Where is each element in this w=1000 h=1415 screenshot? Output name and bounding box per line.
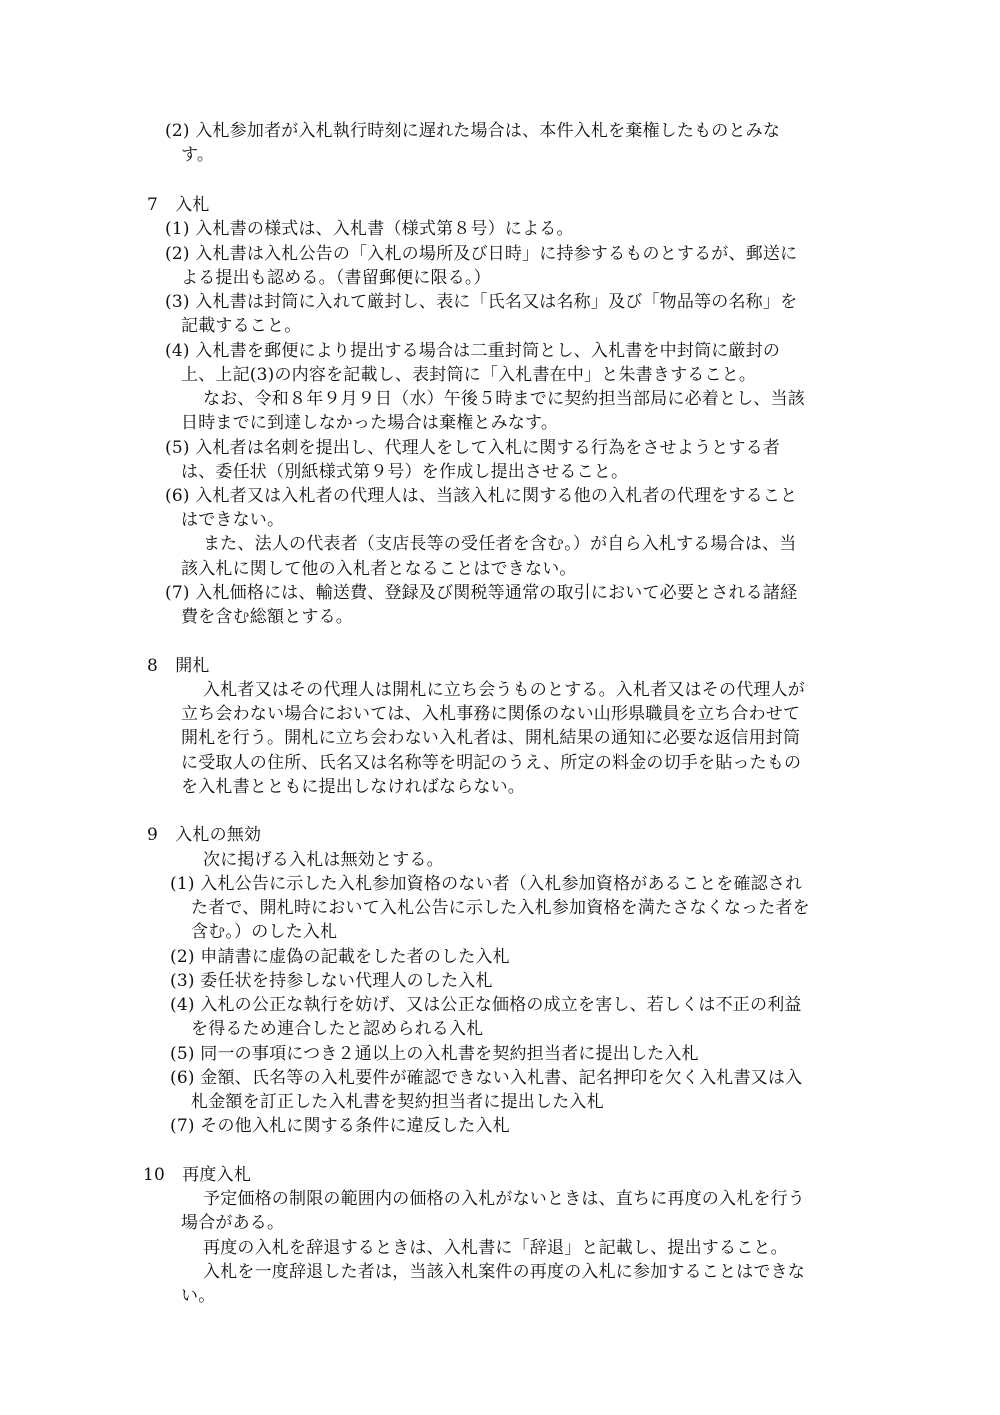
sec8-heading: 8 開札 <box>147 656 210 676</box>
sec9-heading: 9 入札の無効 <box>147 825 262 845</box>
sec8-body-line3: 開札を行う。開札に立ち会わない入札者は、開札結果の通知に必要な返信用封筒 <box>181 728 801 748</box>
sec10-body-line3: 再度の入札を辞退するときは、入札書に「辞退」と記載し、提出すること。 <box>203 1238 788 1258</box>
sec7-item4-line3: なお、令和８年９月９日（水）午後５時までに契約担当部局に必着とし、当該 <box>203 389 805 409</box>
sec7-item7-line1: (7) 入札価格には、輸送費、登録及び関税等通常の取引において必要とされる諸経 <box>165 583 798 603</box>
sec10-body-line5: い。 <box>181 1286 216 1306</box>
sec10-body-line1: 予定価格の制限の範囲内の価格の入札がないときは、直ちに再度の入札を行う <box>203 1189 805 1209</box>
sec7-item3-line1: (3) 入札書は封筒に入れて厳封し、表に「氏名又は名称」及び「物品等の名称」を <box>165 292 798 312</box>
sec7-item7-line2: 費を含む総額とする。 <box>181 607 353 627</box>
sec7-item2-line2: よる提出も認める。（書留郵便に限る。） <box>181 268 491 288</box>
sec10-heading: 10 再度入札 <box>143 1165 252 1185</box>
sec6-item2-line1: (2) 入札参加者が入札執行時刻に遅れた場合は、本件入札を棄権したものとみな <box>165 121 781 141</box>
sec9-item3-line1: (3) 委任状を持参しない代理人のした入札 <box>170 971 493 991</box>
sec6-item2-line2: す。 <box>181 145 215 165</box>
sec9-item7-line1: (7) その他入札に関する条件に違反した入札 <box>170 1116 510 1136</box>
sec9-item2-line1: (2) 申請書に虚偽の記載をした者のした入札 <box>170 947 510 967</box>
sec7-item6-line2: はできない。 <box>181 510 285 530</box>
sec8-body-line4: に受取人の住所、氏名又は名称等を明記のうえ、所定の料金の切手を貼ったもの <box>181 753 802 773</box>
sec9-item5-line1: (5) 同一の事項につき２通以上の入札書を契約担当者に提出した入札 <box>170 1044 699 1064</box>
sec10-body-line4: 入札を一度辞退した者は，当該入札案件の再度の入札に参加することはできな <box>203 1262 805 1282</box>
sec7-item4-line4: 日時までに到達しなかった場合は棄権とみなす。 <box>181 413 559 433</box>
sec7-item4-line2: 上、上記(3)の内容を記載し、表封筒に「入札書在中」と朱書きすること。 <box>181 365 757 385</box>
sec9-item6-line2: 札金額を訂正した入札書を契約担当者に提出した入札 <box>191 1092 604 1112</box>
sec8-body-line5: を入札書とともに提出しなければならない。 <box>181 777 525 797</box>
sec7-heading: 7 入札 <box>147 195 210 215</box>
sec9-item6-line1: (6) 金額、氏名等の入札要件が確認できない入札書、記名押印を欠く入札書又は入 <box>170 1068 803 1088</box>
sec9-item1-line3: 含む。）のした入札 <box>191 922 338 942</box>
sec7-item2-line1: (2) 入札書は入札公告の「入札の場所及び日時」に持参するものとするが、郵送に <box>165 244 798 264</box>
sec9-item4-line2: を得るため連合したと認められる入札 <box>191 1019 484 1039</box>
sec7-item3-line2: 記載すること。 <box>181 316 302 336</box>
sec8-body-line1: 入札者又はその代理人は開札に立ち会うものとする。入札者又はその代理人が <box>203 680 805 700</box>
sec7-item1-line1: (1) 入札書の様式は、入札書（様式第８号）による。 <box>165 219 574 239</box>
sec7-item5-line1: (5) 入札者は名刺を提出し、代理人をして入札に関する行為をさせようとする者 <box>165 438 781 458</box>
sec9-item1-line2: た者で、開札時において入札公告に示した入札参加資格を満たさなくなった者を <box>191 898 810 918</box>
sec7-item5-line2: は、委任状（別紙様式第９号）を作成し提出させること。 <box>181 462 629 482</box>
sec7-item6-line1: (6) 入札者又は入札者の代理人は、当該入札に関する他の入札者の代理をすること <box>165 486 798 506</box>
sec7-item6-line4: 該入札に関して他の入札者となることはできない。 <box>181 559 577 579</box>
sec10-body-line2: 場合がある。 <box>181 1213 285 1233</box>
sec9-item4-line1: (4) 入札の公正な執行を妨げ、又は公正な価格の成立を害し、若しくは不正の利益 <box>170 995 802 1015</box>
sec8-body-line2: 立ち会わない場合においては、入札事務に関係のない山形県職員を立ち合わせて <box>181 704 801 724</box>
sec7-item4-line1: (4) 入札書を郵便により提出する場合は二重封筒とし、入札書を中封筒に厳封の <box>165 341 781 361</box>
sec9-item1-line1: (1) 入札公告に示した入札参加資格のない者（入札参加資格があることを確認され <box>170 874 803 894</box>
sec9-intro: 次に掲げる入札は無効とする。 <box>203 850 444 870</box>
sec7-item6-line3: また、法人の代表者（支店長等の受任者を含む。）が自ら入札する場合は、当 <box>203 534 797 554</box>
